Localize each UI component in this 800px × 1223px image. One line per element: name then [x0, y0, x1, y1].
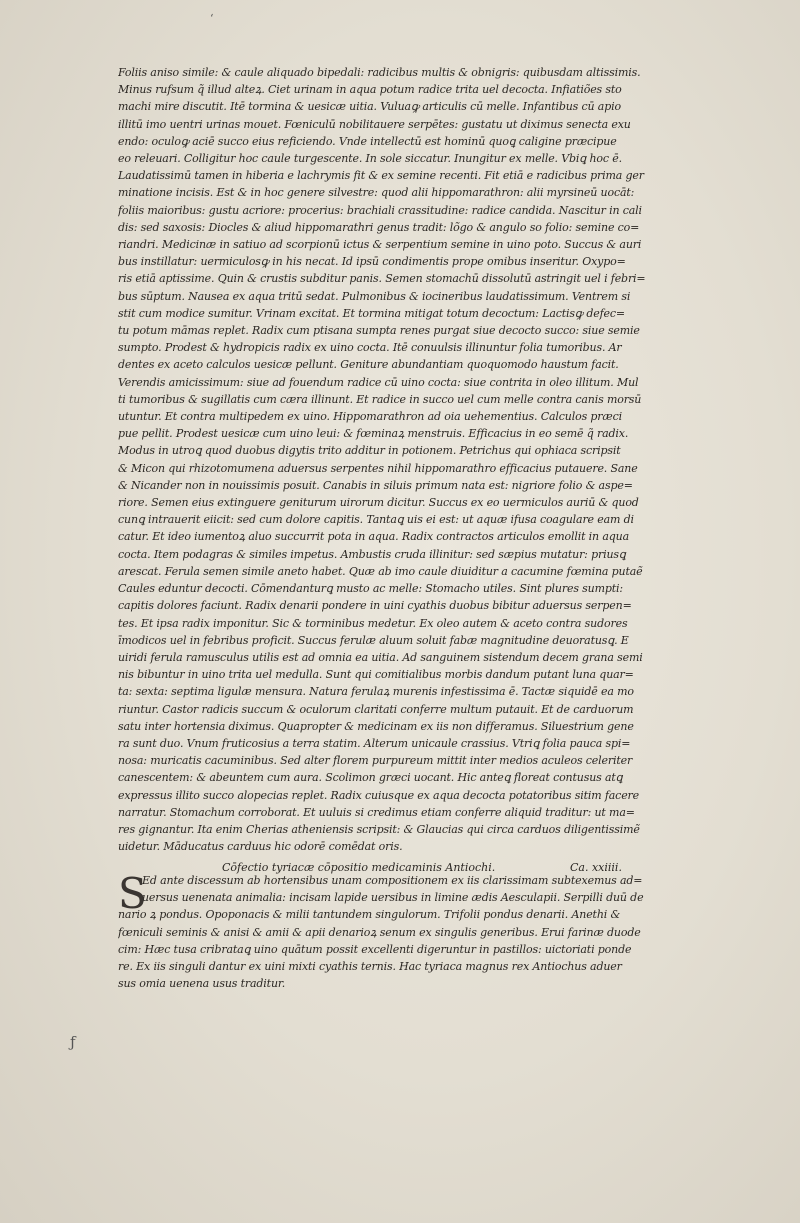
initial-letter: S [118, 869, 147, 918]
chapter-body-text [118, 869, 701, 992]
main-text-block [118, 64, 701, 855]
chapter-text-line: cim: Hæc tusa cribrataꝗ uino quātum possit excellenti digeruntur in pastillos: uictoriati ponde [118, 942, 632, 956]
text-line: illitū imo uentri urinas mouet. Fœniculū nobilitauere serpētes: gustatu ut diximus senecta exu [118, 117, 631, 131]
text-line: sumpto. Prodest & hydropicis radix ex uino cocta. Itē conuulsis illinuntur folia tumoribus. Ar [118, 341, 622, 355]
chapter-text-line: uersus uenenata animalia: incisam lapide uersibus in limine ædis Aesculapii. Serpilli duū de [142, 891, 644, 905]
text-line: Modus in utroꝗ quod duobus digytis trito additur in potionem. Petrichus qui ophiaca scripsit [118, 444, 621, 458]
text-line: Caules eduntur decocti. Cōmendanturꝗ musto ac melle: Stomacho utiles. Sint plures sumpti: [118, 582, 623, 596]
text-line: stit cum modice sumitur. Vrinam excitat. Et tormina mitigat totum decoctum: Lactisꝙ defec= [118, 306, 625, 320]
chapter-text-line: nario ꝝ pondus. Opoponacis & milii tantundem singulorum. Trifolii pondus denarii. Anethi & [118, 908, 621, 922]
text-line: foliis maioribus: gustu acriore: procerius: brachiali crassitudine: radice candida. Nascitur in cali [118, 203, 642, 217]
text-line: cunꝗ intrauerit eiicit: sed cum dolore capitis. Tantaꝗ uis ei est: ut aquæ ifusa coagulare eam di [118, 513, 634, 527]
text-line: & Nicander non in nouissimis posuit. Canabis in siluis primum nata est: nigriore folio & aspe= [118, 478, 633, 492]
text-line: catur. Et ideo iumentoꝝ aluo succurrit pota in aqua. Radix contractos articulos emollit in aqua [118, 530, 629, 544]
text-line: riandri. Medicinæ in satiuo ad scorpionū ictus & serpentium semine in uino poto. Succus & auri [118, 238, 642, 252]
chapter-text-line: re. Ex iis singuli dantur ex uini mixti cyathis ternis. Hac tyriaca magnus rex Antiochus aduer [118, 960, 622, 974]
text-line: satu inter hortensia diximus. Quapropter & medicinam ex iis non differamus. Siluestrium gene [118, 719, 634, 733]
text-line: machi mire discutit. Itē tormina & uesicæ uitia. Vuluaꝙ articulis cū melle. Infantibus cū apio [118, 100, 621, 114]
text-line: expressus illito succo alopecias replet. Radix cuiusque ex aqua decocta potatoribus sitim facere [118, 788, 640, 802]
text-line: tes. Et ipsa radix imponitur. Sic & torminibus medetur. Ex oleo autem & aceto contra sudores [118, 616, 628, 630]
top-margin-mark: ʻ [210, 12, 214, 25]
text-line: Laudatissimū tamen in hiberia e lachrymis fit & ex semine recenti. Fit etiā e radicibus prima ger [118, 169, 644, 183]
text-line: pue pellit. Prodest uesicæ cum uino leui: & fœminaꝝ menstruis. Efficacius in eo semē q̃ radix. [118, 427, 629, 441]
text-line: narratur. Stomachum corroborat. Et uuluis si credimus etiam conferre aliquid traditur: ut ma= [118, 805, 635, 819]
text-line: ris etiā aptissime. Quin & crustis subditur panis. Semen stomachū dissolutū astringit uel i febri= [118, 272, 646, 286]
chapter-text-line: sus omia uenena usus traditur. [118, 977, 286, 991]
text-line: uidetur. Māducatus carduus hic odorē comēdat oris. [118, 840, 403, 854]
text-line: dis: sed saxosis: Diocles & aliud hippomarathri genus tradit: lõgo & angulo so folio: semine co= [118, 220, 640, 234]
text-line: Foliis aniso simile: & caule aliquado bipedali: radicibus multis & obnigris: quibusdam altissimis. [118, 66, 641, 79]
text-line: uiridi ferula ramusculus utilis est ad omnia ea uitia. Ad sanguinem sistendum decem grana semi [118, 650, 643, 664]
text-line: ti tumoribus & sugillatis cum cæra illinunt. Et radice in succo uel cum melle contra canis morsū [118, 392, 642, 406]
text-line: riuntur. Castor radicis succum & oculorum claritati conferre multum putauit. Et de carduorum [118, 702, 634, 716]
text-line: riore. Semen eius extinguere geniturum uirorum dicitur. Succus ex eo uermiculos auriū & quod [118, 496, 639, 510]
text-line: nis bibuntur in uino trita uel medulla. Sunt qui comitialibus morbis dandum putant luna quar= [118, 668, 634, 682]
text-line: ra sunt duo. Vnum fruticosius a terra statim. Alterum unicaule crassius. Vtriꝗ folia pauca spi= [118, 736, 631, 750]
text-line: & Micon qui rhizotomumena aduersus serpentes nihil hippomarathro efficacius putauere. Sane [118, 461, 638, 475]
text-line: eo releuari. Colligitur hoc caule turgescente. In sole siccatur. Inungitur ex melle. Vbiꝗ hoc ē. [118, 152, 622, 166]
chapter-text-line: fœniculi seminis & anisi & amii & apii denarioꝝ senum ex singulis generibus. Erui farinæ duode [118, 925, 641, 939]
text-line: arescat. Ferula semen simile aneto habet. Quæ ab imo caule diuiditur a cacumine fœmina putaẽ [118, 564, 643, 578]
chapter-body [118, 869, 701, 992]
text-line: īmodicos uel in febribus proficit. Succus ferulæ aluum soluit fabæ magnitudine deuoratusꝗ. E [118, 633, 629, 647]
text-line: capitis dolores faciunt. Radix denarii pondere in uini cyathis duobus bibitur aduersus serpen= [118, 599, 632, 613]
text-line: dentes ex aceto calculos uesicæ pellunt. Geniture abundantiam quoquomodo haustum facit. [118, 358, 619, 372]
text-line: Verendis amicissimum: siue ad fouendum radice cū uino cocta: siue contrita in oleo illitum. Mul [118, 375, 639, 389]
text-line: tu potum māmas replet. Radix cum ptisana sumpta renes purgat siue decocto succo: siue semie [118, 324, 640, 338]
text-line: nosa: muricatis cacuminibus. Sed alter florem purpureum mittit inter medios aculeos celeriter [118, 754, 633, 768]
text-line: endo: oculoꝙ aciē succo eius reficiendo. Vnde intellectū est hominū quoꝗ caligine præcipue [118, 134, 617, 148]
text-line: canescentem: & abeuntem cum aura. Scolimon græci uocant. Hic anteꝗ floreat contusus atꝗ [118, 771, 623, 785]
text-line: bus sūptum. Nausea ex aqua tritū sedat. Pulmonibus & iocineribus laudatissimum. Ventrem si [118, 289, 631, 303]
text-line: utuntur. Et contra multipedem ex uino. Hippomarathron ad oia uehementius. Calculos præci [118, 410, 622, 424]
text-line: minatione incisis. Est & in hoc genere silvestre: quod alii hippomarathron: alii myrsineū uocāt: [118, 186, 635, 200]
text-line: bus instillatur: uermiculosꝙ in his necat. Id ipsū condimentis prope omibus inseritur. Oxypo= [118, 255, 626, 269]
chapter-title: Cōfectio tyriacæ cōpositio medicaminis Antiochi. [222, 861, 496, 874]
text-line: Minus rufsum q̃ illud alteꝝ. Ciet urinam in aqua potum radice trita uel decocta. Infiatiões sto [118, 83, 622, 97]
text-line: res gignantur. Ita enim Cherias atheniensis scripsit: & Glaucias qui circa carduos diligentissimẽ [118, 822, 640, 836]
text-line: cocta. Item podagras & similes impetus. Ambustis cruda illinitur: sed sæpius mutatur: priusꝗ [118, 547, 626, 561]
chapter-number: Ca. xxiiii. [570, 861, 622, 874]
text-line: ta: sexta: septima ligulæ mensura. Natura ferulaꝝ murenis infestissima ē. Tactæ siquidē ea mo [118, 685, 634, 699]
chapter-text-line: Ed ante discessum ab hortensibus unam compositionem ex iis clarissimam subtexemus ad= [142, 874, 643, 887]
margin-mark: ƒ [70, 1033, 76, 1051]
